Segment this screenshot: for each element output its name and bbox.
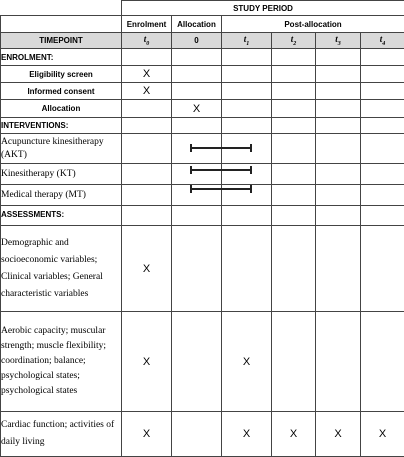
grid-cell	[122, 206, 172, 226]
bar-end-cap	[250, 166, 252, 174]
mark-cell	[316, 226, 361, 312]
row-label: Medical therapy (MT)	[1, 185, 122, 206]
grid-cell	[361, 49, 404, 66]
grid-cell	[122, 134, 172, 164]
bar-line	[190, 188, 252, 190]
row-label: Informed consent	[1, 83, 122, 100]
kt-duration-bar	[190, 166, 252, 174]
allocation-phase-header: Allocation	[172, 16, 222, 33]
mark-cell	[222, 226, 272, 312]
mark-cell	[361, 83, 404, 100]
grid-cell	[122, 164, 172, 185]
enrolment-row	[1, 83, 404, 100]
grid-cell	[316, 164, 361, 185]
grid-cell	[122, 185, 172, 206]
phase-label-blank	[1, 16, 122, 33]
row-label: Demographic and socioeconomic variables; Clinical variables; General characteristic variables	[1, 226, 122, 312]
mark-cell	[316, 312, 361, 412]
mt-duration-bar	[190, 185, 252, 193]
mark-cell	[172, 66, 222, 83]
mark-cell	[316, 83, 361, 100]
grid-cell	[316, 118, 361, 134]
bar-end-cap	[250, 185, 252, 193]
grid-cell	[222, 49, 272, 66]
bar-line	[190, 169, 252, 171]
mark-cell	[122, 100, 172, 118]
grid-cell	[272, 118, 316, 134]
bar-line	[190, 147, 252, 149]
mark-cell	[272, 226, 316, 312]
grid-cell	[172, 49, 222, 66]
grid-cell	[172, 118, 222, 134]
timepoint-t0: $t_0$	[122, 33, 172, 49]
mark-cell	[222, 100, 272, 118]
mark-cell: X	[122, 412, 172, 457]
mark-cell	[172, 412, 222, 457]
row-label: Eligibility screen	[1, 66, 122, 83]
grid-cell	[361, 206, 404, 226]
mark-cell: X	[122, 83, 172, 100]
row-label: Kinesitherapy (KT)	[1, 164, 122, 185]
mark-cell: X	[316, 412, 361, 457]
grid-cell	[361, 118, 404, 134]
mark-cell	[361, 66, 404, 83]
mark-cell	[361, 312, 404, 412]
grid-cell	[361, 185, 404, 206]
assessment-row	[1, 412, 404, 457]
timepoint-t2: $t_2$	[272, 33, 316, 49]
grid-cell	[316, 49, 361, 66]
grid-cell	[122, 49, 172, 66]
timepoint-t3: $t_3$	[316, 33, 361, 49]
mark-cell: X	[272, 412, 316, 457]
mark-cell	[172, 226, 222, 312]
timepoint-label: TIMEPOINT	[1, 33, 122, 49]
enrolment-section-heading: ENROLMENT:	[1, 49, 122, 66]
mark-cell	[222, 66, 272, 83]
grid-cell	[222, 118, 272, 134]
mark-cell	[361, 226, 404, 312]
timepoint-t1: $t_1$	[222, 33, 272, 49]
study-period-header: STUDY PERIOD	[122, 1, 404, 16]
mark-cell: X	[122, 226, 172, 312]
mark-cell	[222, 83, 272, 100]
row-label: Allocation	[1, 100, 122, 118]
mark-cell	[316, 100, 361, 118]
grid-cell	[316, 134, 361, 164]
grid-cell	[361, 134, 404, 164]
grid-cell	[316, 185, 361, 206]
grid-cell	[361, 164, 404, 185]
mark-cell	[272, 83, 316, 100]
bar-start-cap	[190, 185, 192, 193]
mark-cell: X	[172, 100, 222, 118]
timepoint-allocation-zero: 0	[172, 33, 222, 49]
mark-cell	[272, 312, 316, 412]
enrolment-row	[1, 100, 404, 118]
akt-duration-bar	[190, 144, 252, 152]
enrolment-phase-header: Enrolment	[122, 16, 172, 33]
grid-cell	[272, 185, 316, 206]
mark-cell	[272, 100, 316, 118]
enrolment-row	[1, 66, 404, 83]
assessment-row	[1, 312, 404, 412]
mark-cell: X	[361, 412, 404, 457]
interventions-section-heading: INTERVENTIONS:	[1, 118, 122, 134]
mark-cell: X	[222, 412, 272, 457]
mark-cell	[272, 66, 316, 83]
assessment-row	[1, 226, 404, 312]
grid-cell	[222, 206, 272, 226]
row-label: Acupuncture kinesitherapy (AKT)	[1, 134, 122, 164]
bar-start-cap	[190, 144, 192, 152]
grid-cell	[272, 49, 316, 66]
timepoint-t4: $t_4$	[361, 33, 404, 49]
grid-cell	[316, 206, 361, 226]
mark-cell: X	[122, 312, 172, 412]
bar-start-cap	[190, 166, 192, 174]
grid-cell	[272, 164, 316, 185]
mark-cell	[316, 66, 361, 83]
corner-cell	[1, 1, 122, 16]
row-label: Aerobic capacity; muscular strength; muscle flexibility; coordination; balance; psychological states; psychological states	[1, 312, 122, 412]
grid-cell	[272, 134, 316, 164]
mark-cell: X	[222, 312, 272, 412]
grid-cell	[122, 118, 172, 134]
assessments-section-heading: ASSESSMENTS:	[1, 206, 122, 226]
post-allocation-phase-header: Post-allocation	[222, 16, 404, 33]
mark-cell	[172, 312, 222, 412]
mark-cell	[172, 83, 222, 100]
row-label: Cardiac function; activities of daily living	[1, 412, 122, 457]
grid-cell	[272, 206, 316, 226]
grid-cell	[172, 206, 222, 226]
mark-cell	[361, 100, 404, 118]
bar-end-cap	[250, 144, 252, 152]
mark-cell: X	[122, 66, 172, 83]
